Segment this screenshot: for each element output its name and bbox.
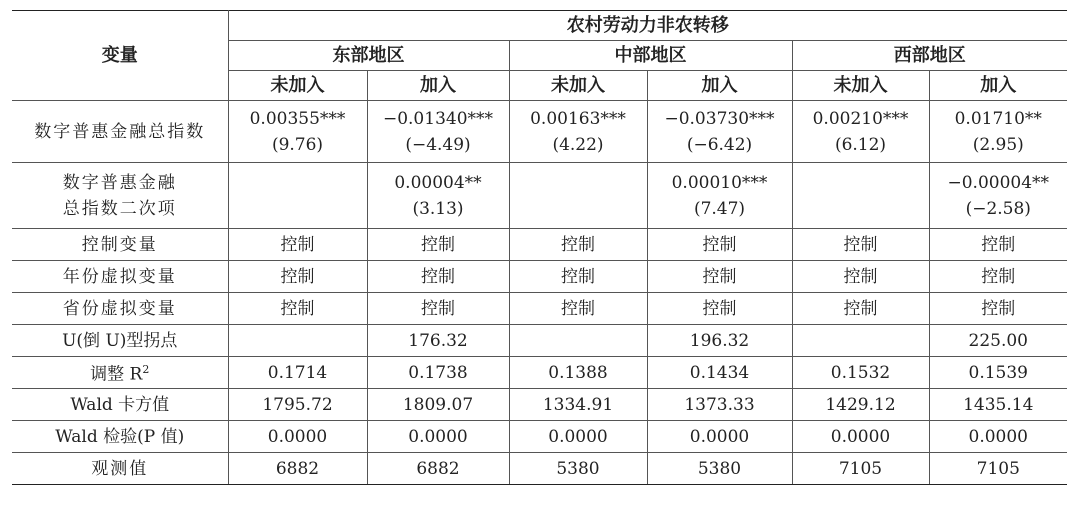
table-row: [12, 163, 1067, 229]
row-label: 调整 $R^2$: [12, 357, 228, 389]
sub-header: 加入: [929, 71, 1067, 101]
sub-header: 加入: [367, 71, 509, 101]
sub-header: 加入: [647, 71, 792, 101]
table-cell: 控制: [647, 261, 792, 293]
table-cell: 控制: [792, 229, 929, 261]
coef-cell: 0.01710** (2.95): [929, 101, 1067, 163]
table-row: [12, 101, 1067, 163]
table-cell: [228, 325, 367, 357]
table-cell: 0.0000: [929, 421, 1067, 453]
table-row: [12, 325, 1067, 357]
table-cell: 控制: [792, 293, 929, 325]
table-cell: 225.00: [929, 325, 1067, 357]
regression-table-container: [12, 10, 1067, 485]
table-cell: 196.32: [647, 325, 792, 357]
table-cell: 7105: [792, 453, 929, 485]
row-label: 省份虚拟变量: [12, 293, 228, 325]
table-cell: 6882: [367, 453, 509, 485]
sub-header: 未加入: [228, 71, 367, 101]
table-cell: 控制: [509, 261, 647, 293]
table-cell: 控制: [509, 229, 647, 261]
region-header-east: 东部地区: [228, 41, 509, 71]
table-cell: 控制: [228, 229, 367, 261]
row-label: 数字普惠金融 总指数二次项: [12, 163, 228, 229]
table-cell: 5380: [647, 453, 792, 485]
table-cell: 1373.33: [647, 389, 792, 421]
variable-header: 变量: [12, 11, 228, 101]
coef-cell: 0.00010*** (7.47): [647, 163, 792, 229]
table-cell: 控制: [228, 261, 367, 293]
table-cell: 控制: [929, 229, 1067, 261]
table-row: [12, 357, 1067, 389]
table-cell: 6882: [228, 453, 367, 485]
coef-cell: [792, 163, 929, 229]
table-cell: 0.0000: [367, 421, 509, 453]
table-row: [12, 261, 1067, 293]
table-row: [12, 229, 1067, 261]
table-cell: 176.32: [367, 325, 509, 357]
header-row-group: [12, 11, 1067, 41]
coef-cell: −0.00004** (−2.58): [929, 163, 1067, 229]
region-header-west: 西部地区: [792, 41, 1067, 71]
coef-cell: [509, 163, 647, 229]
table-cell: 0.0000: [647, 421, 792, 453]
table-cell: 5380: [509, 453, 647, 485]
table-cell: 0.1714: [228, 357, 367, 389]
table-cell: 7105: [929, 453, 1067, 485]
coef-cell: [228, 163, 367, 229]
region-header-central: 中部地区: [509, 41, 792, 71]
regression-results-table: [12, 10, 1067, 485]
table-row: [12, 293, 1067, 325]
table-cell: 控制: [647, 293, 792, 325]
table-cell: 0.0000: [509, 421, 647, 453]
table-cell: 0.1388: [509, 357, 647, 389]
table-row: [12, 421, 1067, 453]
coef-cell: −0.01340*** (−4.49): [367, 101, 509, 163]
row-label: 控制变量: [12, 229, 228, 261]
row-label: Wald 检验(P 值): [12, 421, 228, 453]
group-header: 农村劳动力非农转移: [228, 11, 1067, 41]
table-cell: 1334.91: [509, 389, 647, 421]
coef-cell: 0.00355*** (9.76): [228, 101, 367, 163]
table-cell: 0.1738: [367, 357, 509, 389]
row-label: 数字普惠金融总指数: [12, 101, 228, 163]
table-cell: 控制: [792, 261, 929, 293]
coef-cell: 0.00210*** (6.12): [792, 101, 929, 163]
table-cell: 1429.12: [792, 389, 929, 421]
table-row: [12, 453, 1067, 485]
table-cell: [509, 325, 647, 357]
table-cell: 控制: [367, 293, 509, 325]
table-cell: 控制: [228, 293, 367, 325]
coef-cell: 0.00004** (3.13): [367, 163, 509, 229]
sub-header: 未加入: [792, 71, 929, 101]
table-cell: 1795.72: [228, 389, 367, 421]
row-label: Wald 卡方值: [12, 389, 228, 421]
table-cell: 控制: [929, 293, 1067, 325]
table-cell: 0.0000: [228, 421, 367, 453]
table-cell: 控制: [647, 229, 792, 261]
table-cell: 1435.14: [929, 389, 1067, 421]
table-cell: 0.0000: [792, 421, 929, 453]
table-cell: 控制: [509, 293, 647, 325]
coef-cell: −0.03730*** (−6.42): [647, 101, 792, 163]
table-cell: 控制: [367, 261, 509, 293]
table-cell: 0.1532: [792, 357, 929, 389]
table-cell: 控制: [929, 261, 1067, 293]
table-cell: 1809.07: [367, 389, 509, 421]
coef-cell: 0.00163*** (4.22): [509, 101, 647, 163]
table-cell: 控制: [367, 229, 509, 261]
table-row: [12, 389, 1067, 421]
row-label: 观测值: [12, 453, 228, 485]
table-cell: 0.1539: [929, 357, 1067, 389]
row-label: 年份虚拟变量: [12, 261, 228, 293]
table-cell: [792, 325, 929, 357]
row-label: U(倒 U)型拐点: [12, 325, 228, 357]
table-cell: 0.1434: [647, 357, 792, 389]
sub-header: 未加入: [509, 71, 647, 101]
